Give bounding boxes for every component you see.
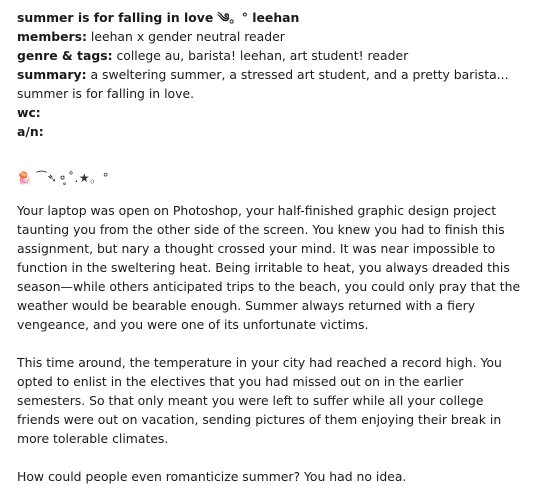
meta-key-wc: wc: <box>17 105 41 120</box>
story-paragraph-2: This time around, the temperature in your city had reached a record high. You opted to enlist in the electives that you had missed out on in the earlier semesters. So that only meant you were left to suffer while all your college friends were out on vacation, sending pictures of them enjoying their break in more tolerable climates. <box>17 355 502 446</box>
meta-key-members: members: <box>17 29 87 44</box>
meta-members <box>17 27 523 46</box>
decorative-divider: 🪼 ⁀➴⚬̥˚.★。° <box>17 171 110 185</box>
meta-key-genre-tags: genre & tags: <box>17 48 113 63</box>
story-paragraph-1: Your laptop was open on Photoshop, your half-finished graphic design project taunting you from the other side of the screen. You knew you had to finish this assignment, but nary a thought crossed your mind. It was near impossible to function in the sweltering heat. Being irritable to heat, you always dreaded this season—while others anticipated trips to the beach, you could only pray that the weather would be bearable enough. Summer always returned with a fiery vengeance, and you were one of its unfortunate victims. <box>17 203 521 332</box>
meta-value-summary: a sweltering summer, a stressed art student, and a pretty barista... summer is for falling in love. <box>17 67 509 101</box>
meta-key-an: a/n: <box>17 124 44 139</box>
post-title: summer is for falling in love ༄。° leehan <box>17 10 300 25</box>
meta-value-members: leehan x gender neutral reader <box>86 29 285 44</box>
meta-an <box>17 122 523 141</box>
story-paragraph-3: How could people even romanticize summer? You had no idea. <box>17 469 407 484</box>
story-text <box>17 201 523 486</box>
meta-genre-tags <box>17 46 523 65</box>
meta-summary <box>17 65 523 103</box>
meta-value-genre-tags: college au, barista! leehan, art student! reader <box>112 48 409 63</box>
meta-wc <box>17 103 523 122</box>
meta-key-summary: summary: <box>17 67 87 82</box>
